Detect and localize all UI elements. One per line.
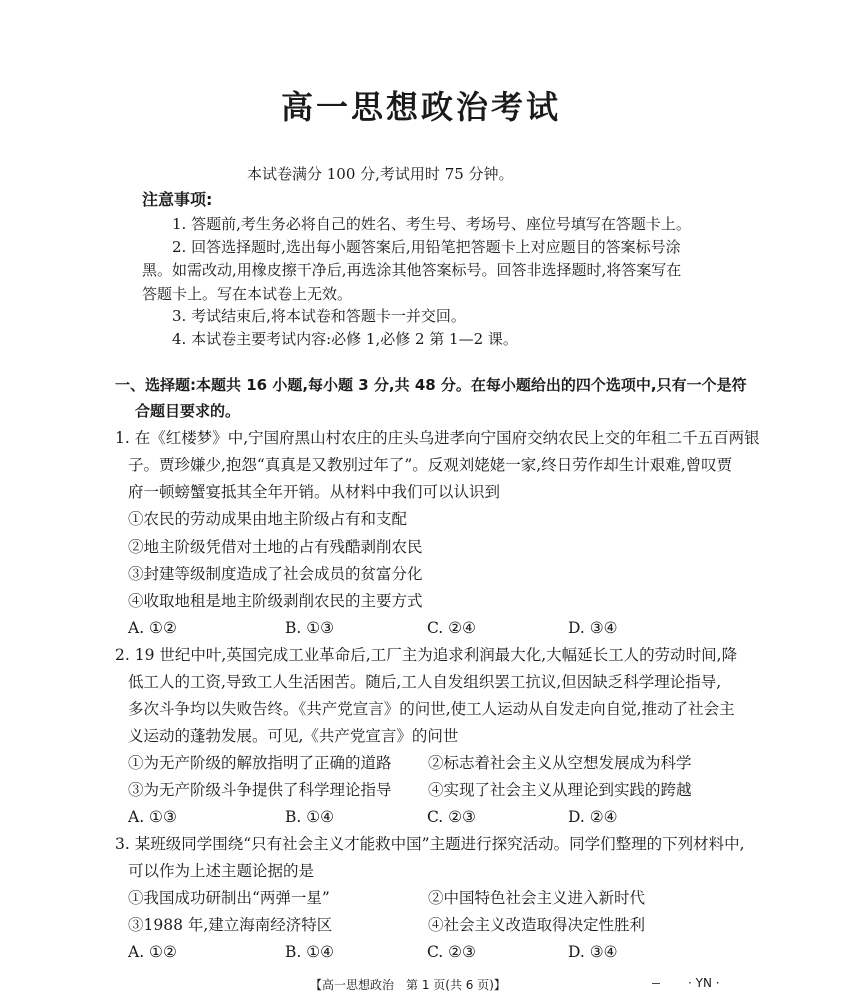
q2-option-c: C. ②③ — [427, 808, 476, 826]
q1-stem-line-1: 1. 在《红楼梦》中,宁国府黑山村农庄的庄头乌进孝向宁国府交纳农民上交的年租二千五百两银 — [115, 429, 760, 447]
q1-statement-3: ③封建等级制度造成了社会成员的贫富分化 — [128, 565, 423, 583]
notice-heading: 注意事项: — [142, 190, 213, 209]
q3-option-b: B. ①④ — [285, 943, 335, 961]
q3-option-a: A. ①② — [128, 943, 177, 961]
q1-option-a: A. ①② — [128, 619, 177, 637]
q1-statement-1: ①农民的劳动成果由地主阶级占有和支配 — [128, 510, 408, 528]
notice-item-1: 1. 答题前,考生务必将自己的姓名、考生号、考场号、座位号填写在答题卡上。 — [172, 215, 691, 233]
q3-statement-3: ③1988 年,建立海南经济特区 — [128, 916, 333, 934]
section-heading-line-2: 合题目要求的。 — [135, 402, 241, 420]
exam-title: 高一思想政治考试 — [280, 88, 561, 126]
q1-statement-4: ④收取地租是地主阶级剥削农民的主要方式 — [128, 592, 423, 610]
footer-region-mark: · YN · — [688, 976, 720, 990]
q2-statement-3: ③为无产阶级斗争提供了科学理论指导 — [128, 781, 392, 799]
q2-option-d: D. ②④ — [568, 808, 618, 826]
q3-statement-1: ①我国成功研制出“两弹一星” — [128, 889, 330, 907]
q1-stem-line-3: 府一顿螃蟹宴抵其全年开销。从材料中我们可以认识到 — [128, 483, 501, 501]
q2-stem-line-2: 低工人的工资,导致工人生活困苦。随后,工人自发组织罢工抗议,但因缺乏科学理论指导, — [128, 673, 722, 691]
q3-statement-4: ④社会主义改造取得决定性胜利 — [428, 916, 646, 934]
q2-stem-line-3: 多次斗争均以失败告终。《共产党宣言》的问世,使工人运动从自发走向自觉,推动了社会主 — [128, 700, 735, 718]
section-heading-line-1: 一、选择题:本题共 16 小题,每小题 3 分,共 48 分。在每小题给出的四个选项中,只有一个是符 — [115, 376, 747, 394]
q2-stem-line-4: 义运动的蓬勃发展。可见,《共产党宣言》的问世 — [128, 727, 459, 745]
exam-intro: 本试卷满分 100 分,考试用时 75 分钟。 — [247, 165, 514, 183]
q3-stem-line-2: 可以作为上述主题论据的是 — [128, 862, 315, 880]
notice-item-2-line-1: 2. 回答选择题时,选出每小题答案后,用铅笔把答题卡上对应题目的答案标号涂 — [172, 238, 681, 256]
q1-stem-line-2: 子。贾珍嫌少,抱怨“真真是又教别过年了”。反观刘姥姥一家,终日劳作却生计艰难,曾叹贾 — [128, 456, 733, 474]
q1-option-d: D. ③④ — [568, 619, 618, 637]
q3-option-c: C. ②③ — [427, 943, 476, 961]
q2-statement-2: ②标志着社会主义从空想发展成为科学 — [428, 754, 692, 772]
page-footer: 【高一思想政治 第 1 页(共 6 页)】 — [310, 978, 506, 992]
q3-stem-line-1: 3. 某班级同学围绕“只有社会主义才能救中国”主题进行探究活动。同学们整理的下列材料中, — [115, 835, 745, 853]
q3-option-d: D. ③④ — [568, 943, 618, 961]
notice-item-3: 3. 考试结束后,将本试卷和答题卡一并交回。 — [172, 307, 466, 325]
footer-dash — [652, 983, 660, 984]
q2-stem-line-1: 2. 19 世纪中叶,英国完成工业革命后,工厂主为追求利润最大化,大幅延长工人的劳动时间,降 — [115, 646, 738, 664]
q2-option-a: A. ①③ — [128, 808, 177, 826]
q2-option-b: B. ①④ — [285, 808, 335, 826]
notice-item-2-line-3: 答题卡上。写在本试卷上无效。 — [142, 285, 353, 303]
q2-statement-4: ④实现了社会主义从理论到实践的跨越 — [428, 781, 692, 799]
notice-item-2-line-2: 黑。如需改动,用橡皮擦干净后,再选涂其他答案标号。回答非选择题时,将答案写在 — [142, 261, 682, 279]
q1-statement-2: ②地主阶级凭借对土地的占有残酷剥削农民 — [128, 538, 423, 556]
q2-statement-1: ①为无产阶级的解放指明了正确的道路 — [128, 754, 392, 772]
q1-option-b: B. ①③ — [285, 619, 335, 637]
notice-item-4: 4. 本试卷主要考试内容:必修 1,必修 2 第 1—2 课。 — [172, 330, 518, 348]
q3-statement-2: ②中国特色社会主义进入新时代 — [428, 889, 646, 907]
q1-option-c: C. ②④ — [427, 619, 476, 637]
